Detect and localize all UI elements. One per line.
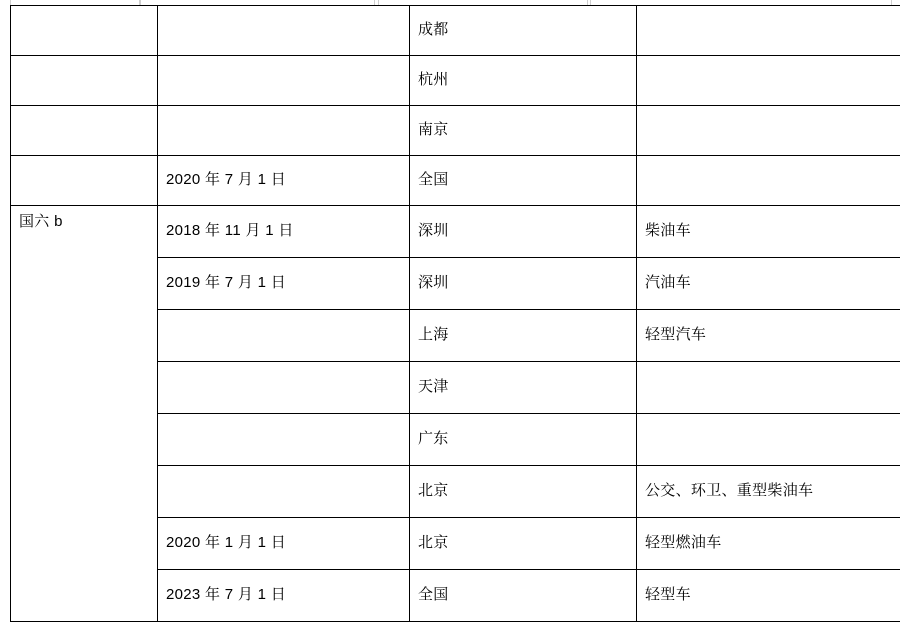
cell-vehicle: 轻型燃油车 <box>637 518 900 570</box>
cell-vehicle <box>637 6 900 56</box>
cell-vehicle: 轻型汽车 <box>637 310 900 362</box>
cell-date <box>158 466 410 518</box>
table-row <box>11 56 900 106</box>
cell-date <box>158 56 410 106</box>
cell-city: 北京 <box>410 466 637 518</box>
cell-city: 全国 <box>410 570 637 622</box>
cell-city: 南京 <box>410 106 637 156</box>
cell-vehicle <box>637 56 900 106</box>
cell-vehicle: 汽油车 <box>637 258 900 310</box>
table-row <box>11 106 900 156</box>
cell-city: 上海 <box>410 310 637 362</box>
cell-vehicle <box>637 414 900 466</box>
cell-standard <box>11 156 158 206</box>
cell-vehicle: 公交、环卫、重型柴油车 <box>637 466 900 518</box>
cell-standard <box>11 6 158 56</box>
table-row <box>11 6 900 56</box>
cell-vehicle: 轻型车 <box>637 570 900 622</box>
cell-date <box>158 362 410 414</box>
cell-vehicle <box>637 362 900 414</box>
cell-city: 深圳 <box>410 258 637 310</box>
cell-date: 2018 年 11 月 1 日 <box>158 206 410 258</box>
table-row <box>11 206 900 258</box>
cell-city: 成都 <box>410 6 637 56</box>
emission-standard-table <box>10 5 900 622</box>
cell-date: 2023 年 7 月 1 日 <box>158 570 410 622</box>
cell-date <box>158 310 410 362</box>
cell-city: 杭州 <box>410 56 637 106</box>
cell-date: 2019 年 7 月 1 日 <box>158 258 410 310</box>
cell-city: 天津 <box>410 362 637 414</box>
cell-city: 北京 <box>410 518 637 570</box>
cell-vehicle <box>637 156 900 206</box>
cell-city: 全国 <box>410 156 637 206</box>
cell-date <box>158 6 410 56</box>
cell-standard: 国六 b <box>11 206 158 622</box>
cell-city: 深圳 <box>410 206 637 258</box>
cell-vehicle: 柴油车 <box>637 206 900 258</box>
cell-date: 2020 年 1 月 1 日 <box>158 518 410 570</box>
cell-vehicle <box>637 106 900 156</box>
cell-date <box>158 414 410 466</box>
cell-standard <box>11 106 158 156</box>
cell-date: 2020 年 7 月 1 日 <box>158 156 410 206</box>
cell-standard <box>11 56 158 106</box>
cell-date <box>158 106 410 156</box>
table-row <box>11 156 900 206</box>
cell-city: 广东 <box>410 414 637 466</box>
